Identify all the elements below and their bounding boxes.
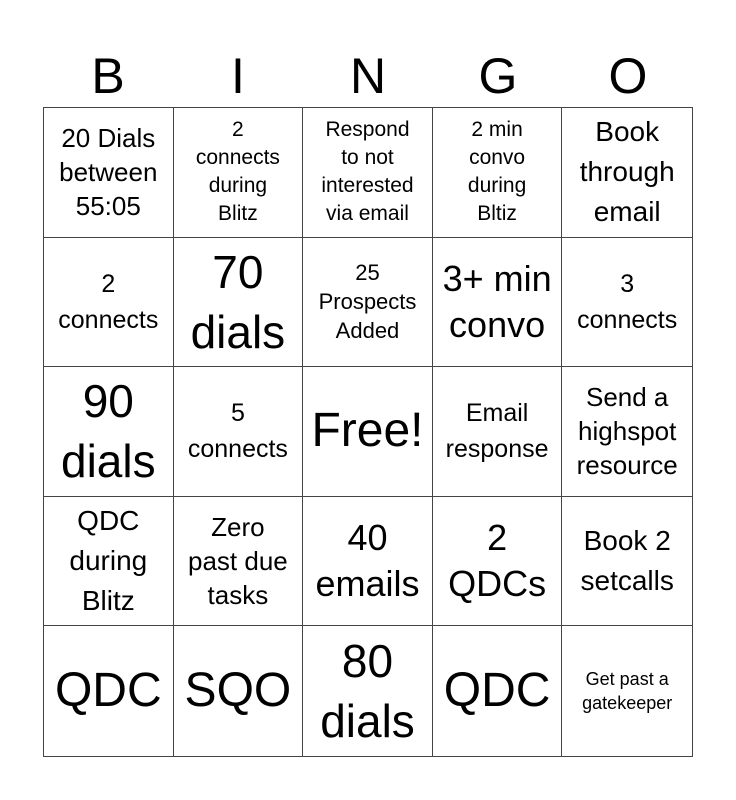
bingo-cell[interactable]: 2 connects during Blitz — [174, 108, 304, 238]
bingo-cell[interactable]: 80 dials — [303, 626, 433, 756]
bingo-cell[interactable]: 2 min convo during Bltiz — [433, 108, 563, 238]
bingo-cell[interactable]: 3 connects — [562, 238, 692, 368]
bingo-cell[interactable]: QDC — [44, 626, 174, 756]
bingo-cell[interactable]: SQO — [174, 626, 304, 756]
header-letter-n: N — [349, 48, 387, 104]
bingo-cell[interactable]: Book 2 setcalls — [562, 497, 692, 627]
bingo-header — [43, 46, 693, 106]
header-letter-g: G — [478, 48, 518, 104]
bingo-cell[interactable]: 20 Dials between 55:05 — [44, 108, 174, 238]
bingo-cell[interactable]: 40 emails — [303, 497, 433, 627]
bingo-cell[interactable]: 3+ min convo — [433, 238, 563, 368]
header-letter-i: I — [231, 48, 245, 104]
bingo-cell[interactable]: 2 connects — [44, 238, 174, 368]
bingo-cell[interactable]: Send a highspot resource — [562, 367, 692, 497]
header-letter-o: O — [608, 48, 648, 104]
bingo-cell[interactable]: 25 Prospects Added — [303, 238, 433, 368]
bingo-cell[interactable]: QDC during Blitz — [44, 497, 174, 627]
bingo-cell[interactable]: Get past a gatekeeper — [582, 669, 673, 714]
bingo-cell[interactable]: 5 connects — [174, 367, 304, 497]
bingo-cell[interactable]: Respond to not interested via email — [303, 108, 433, 238]
bingo-cell[interactable]: Book through email — [562, 108, 692, 238]
bingo-cell[interactable]: QDC — [433, 626, 563, 756]
bingo-cell[interactable]: Email response — [433, 367, 563, 497]
header-letter-b: B — [91, 48, 125, 104]
bingo-grid — [43, 107, 693, 757]
bingo-cell[interactable]: 70 dials — [174, 238, 304, 368]
bingo-cell[interactable]: 90 dials — [44, 367, 174, 497]
bingo-cell[interactable]: Free! — [303, 367, 433, 497]
bingo-cell[interactable]: 2 QDCs — [433, 497, 563, 627]
bingo-cell[interactable]: Zero past due tasks — [174, 497, 304, 627]
